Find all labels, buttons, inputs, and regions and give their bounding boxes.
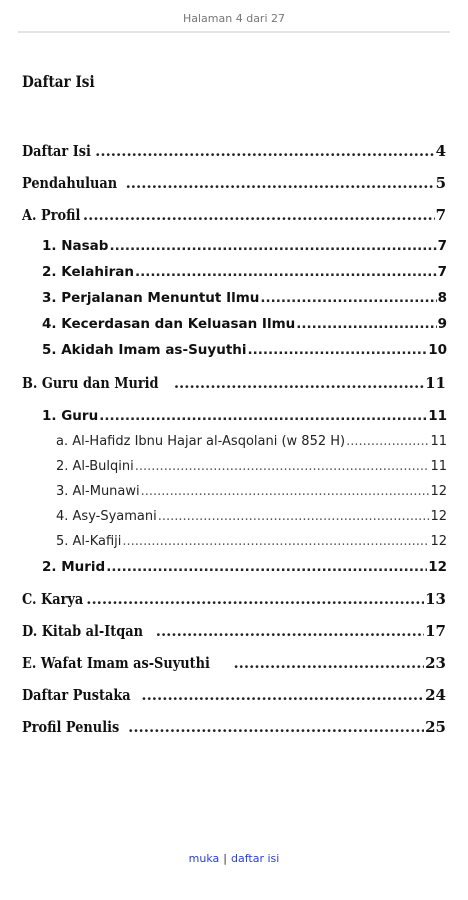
toc-entry-label: 2. Al-Bulqini xyxy=(56,459,134,474)
page-indicator: Halaman 4 dari 27 xyxy=(182,12,286,25)
document-heading: Daftar Isi xyxy=(22,72,95,91)
toc-entry-label: C. Karya xyxy=(22,590,84,608)
toc-entry-label: 4. Asy-Syamani xyxy=(56,509,157,524)
toc-entry-label: 4. Kecerdasan dan Keluasan Ilmu xyxy=(42,316,296,332)
footer-nav xyxy=(0,852,468,865)
toc-leader-dots xyxy=(126,174,435,192)
toc-entry-label: 2. Kelahiran xyxy=(42,264,134,280)
toc-entry-page: 11 xyxy=(430,459,447,474)
toc-entry-page: 11 xyxy=(430,434,447,449)
toc-leader-dots xyxy=(233,654,424,672)
toc-entry-page: 12 xyxy=(428,559,447,575)
toc-entry[interactable] xyxy=(42,238,447,254)
toc-entry-label: Daftar Isi xyxy=(22,142,91,160)
toc-entry[interactable] xyxy=(22,590,446,608)
toc-entry-page: 10 xyxy=(428,342,447,358)
toc-entry[interactable] xyxy=(56,459,447,474)
toc-leader-dots xyxy=(106,559,427,575)
toc-entry[interactable] xyxy=(22,622,446,640)
toc-leader-dots xyxy=(122,534,429,549)
toc-entry-label: 1. Guru xyxy=(42,408,99,424)
toc-leader-dots xyxy=(260,290,436,306)
toc-link[interactable]: daftar isi xyxy=(231,852,280,865)
toc-entry[interactable] xyxy=(22,718,446,736)
toc-entry[interactable] xyxy=(22,374,446,392)
toc-entry-label: 5. Akidah Imam as-Suyuthi xyxy=(42,342,247,358)
toc-entry-label: 3. Al-Munawi xyxy=(56,484,140,499)
toc-entry-label: 1. Nasab xyxy=(42,238,109,254)
toc-entry-page: 13 xyxy=(425,590,446,608)
toc-leader-dots xyxy=(141,484,430,499)
toc-leader-dots xyxy=(109,238,436,254)
toc-entry[interactable] xyxy=(42,316,447,332)
toc-entry[interactable] xyxy=(22,206,446,224)
toc-entry-page: 11 xyxy=(428,408,447,424)
toc-entry-page: 12 xyxy=(430,534,447,549)
toc-entry[interactable] xyxy=(56,434,447,449)
toc-entry-page: 7 xyxy=(437,264,447,280)
toc-entry-label: A. Profil xyxy=(22,206,81,224)
toc-entry-page: 7 xyxy=(435,206,446,224)
toc-leader-dots xyxy=(158,509,430,524)
toc-leader-dots xyxy=(346,434,429,449)
toc-entry[interactable] xyxy=(56,534,447,549)
header-divider xyxy=(18,31,450,33)
toc-leader-dots xyxy=(135,264,437,280)
toc-entry[interactable] xyxy=(42,559,447,575)
toc-leader-dots xyxy=(248,342,428,358)
toc-entry-page: 12 xyxy=(430,484,447,499)
toc-entry[interactable] xyxy=(42,290,447,306)
toc-entry[interactable] xyxy=(22,174,446,192)
toc-leader-dots xyxy=(296,316,436,332)
toc-entry[interactable] xyxy=(56,509,447,524)
toc-entry-label: 5. Al-Kafiji xyxy=(56,534,122,549)
home-link[interactable]: muka xyxy=(188,852,220,865)
toc-leader-dots xyxy=(83,206,435,224)
toc-entry-label: D. Kitab al-Itqan xyxy=(22,622,144,640)
toc-entry-label: B. Guru dan Murid xyxy=(22,374,159,392)
toc-entry-page: 9 xyxy=(437,316,447,332)
toc-leader-dots xyxy=(128,718,424,736)
toc-entry-page: 5 xyxy=(435,174,446,192)
toc-leader-dots xyxy=(95,142,434,160)
toc-entry-page: 4 xyxy=(435,142,446,160)
toc-entry-page: 8 xyxy=(437,290,447,306)
toc-entry[interactable] xyxy=(42,264,447,280)
toc-entry-page: 17 xyxy=(425,622,446,640)
toc-entry-label: 3. Perjalanan Menuntut Ilmu xyxy=(42,290,260,306)
toc-leader-dots xyxy=(156,622,424,640)
toc-entry-page: 23 xyxy=(425,654,446,672)
toc-entry-label: a. Al-Hafidz Ibnu Hajar al-Asqolani (w 852 H) xyxy=(56,434,346,449)
toc-entry[interactable] xyxy=(42,408,447,424)
toc-leader-dots xyxy=(141,686,424,704)
toc-entry-page: 12 xyxy=(430,509,447,524)
toc-entry-page: 11 xyxy=(425,374,446,392)
toc-entry[interactable] xyxy=(22,686,446,704)
toc-entry-label: Daftar Pustaka xyxy=(22,686,131,704)
footer-separator: | xyxy=(223,852,227,865)
toc-leader-dots xyxy=(99,408,427,424)
toc-entry[interactable] xyxy=(22,654,446,672)
toc-leader-dots xyxy=(86,590,424,608)
toc-entry-label: 2. Murid xyxy=(42,559,106,575)
toc-leader-dots xyxy=(174,374,424,392)
toc-entry-label: Pendahuluan xyxy=(22,174,118,192)
toc-entry-page: 7 xyxy=(437,238,447,254)
toc-entry-label: E. Wafat Imam as-Suyuthi xyxy=(22,654,210,672)
toc-entry-page: 25 xyxy=(425,718,446,736)
toc-entry[interactable] xyxy=(56,484,447,499)
toc-entry-label: Profil Penulis xyxy=(22,718,120,736)
toc-entry[interactable] xyxy=(42,342,447,358)
toc-entry[interactable] xyxy=(22,142,446,160)
toc-leader-dots xyxy=(135,459,430,474)
toc-entry-page: 24 xyxy=(425,686,446,704)
